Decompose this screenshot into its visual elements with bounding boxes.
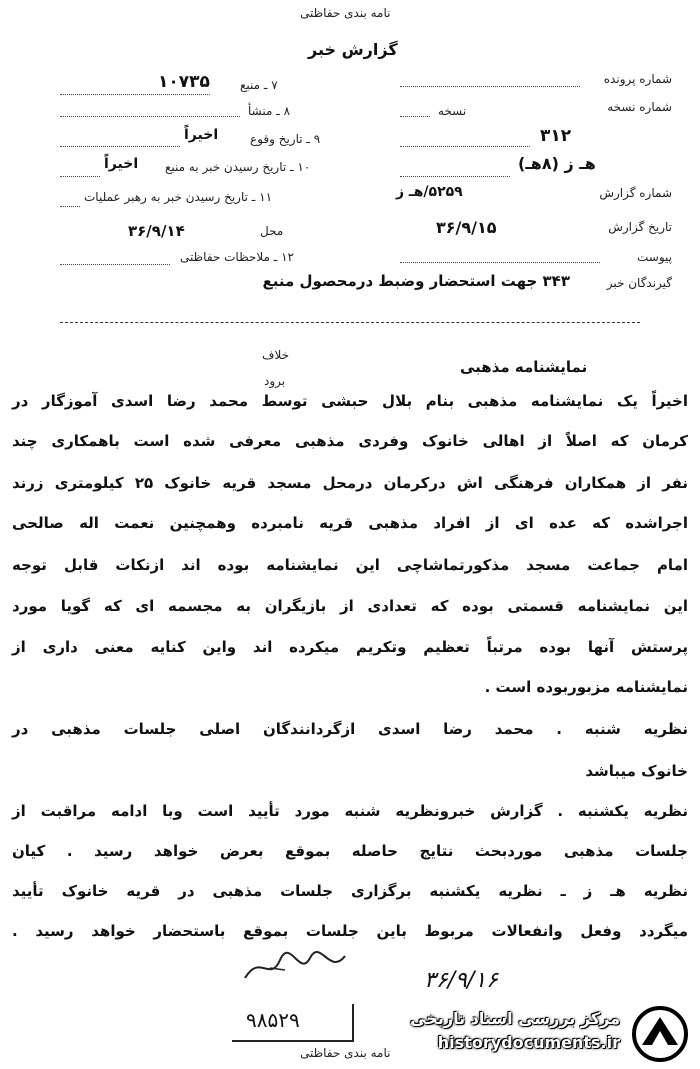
field-7-value: ۱۰۷۳۵ [158,72,210,92]
field-10-dots [60,176,100,177]
header-dept: نامه بندی حفاظتی [300,6,391,20]
field-9-value: اخیراً [184,127,219,143]
right-field-8-label: گیرندگان خبر [606,276,672,290]
bottom-dept: نامه بندی حفاظتی [300,1046,391,1060]
right-field-1: شماره پرونده [603,72,672,86]
right-field-4-dots [400,176,510,177]
right-field-8-value: ۳۴۳ جهت استحضار وضبط درمحصول منبع [262,272,570,290]
field-9-dots [60,146,180,147]
body-line: این نمایشنامه قسمتی بوده که تعدادی از بازیگران به مجسمه ای که گویا مورد [12,597,688,615]
field-8-dots [60,116,240,117]
side-note-2: برود [264,374,286,388]
field-8-label: ۸ ـ منشأ [248,104,291,118]
field-10-value: اخیراً [104,156,139,172]
body-line: کرمان که اصلاً از اهالی خانوک وفردی مذهبی معرفی شده است باهمکاری چند [12,432,688,450]
field-12-dots [60,264,170,265]
field-12-label: ۱۲ ـ ملاحظات حفاظتی [180,250,294,264]
header-title: گزارش خبر [308,40,398,59]
right-field-3-dots [400,146,530,147]
opinion-line: نظریه شنبه . محمد رضا اسدی ازگردانندگان اصلی جلسات مذهبی در [12,720,688,738]
subject-heading: نمایشنامه مذهبی [460,358,588,376]
right-field-7-label: پیوست [637,250,672,264]
right-field-3-value: ۳۱۲ [540,126,572,146]
field-7-label: ۷ ـ منبع [240,78,278,92]
watermark-line-1: مرکز بررسی اسناد تاریخی [410,1009,620,1028]
opinion-line: نظریه هـ ز ـ نظریه یکشنبه برگزاری جلسات مذهبی در قریه خانوک تأیید [12,882,688,900]
right-field-2-label: شماره نسخه [607,100,672,114]
body-line: نمایشنامه مزبوربوده است . [484,678,688,696]
body-line: امام جماعت مسجد مذکورتماشاچی این نمایشنامه بوده اند ازنکات قابل توجه [12,556,688,574]
body-line: پرستش آنها بوده مرتباً تعظیم وتکریم میکرده اند واین کنایه معنی داری از [12,638,688,656]
handwritten-date: ۳۶/۹/۱۶ [424,968,498,993]
right-field-5-value: ۵۲۵۹/هـ ز [396,184,463,200]
right-field-6-value: ۳۶/۹/۱۵ [436,218,497,237]
body-line: اجراشده که عده ای از افراد مذهبی قریه نامبرده وهمچنین نعمت اله صالحی [12,514,688,532]
right-field-6-label: تاریخ گزارش [608,220,672,234]
field-10-label: ۱۰ ـ تاریخ رسیدن خبر به منبع [165,160,311,174]
right-field-1-dots [400,86,580,87]
separator-line [60,322,640,323]
field-11-dots [60,206,80,207]
field-11-label: ۱۱ ـ تاریخ رسیدن خبر به رهبر عملیات [84,190,273,204]
opinion-line: خانوک میباشد [585,762,688,780]
body-line: اخیراً یک نمایشنامه مذهبی بنام بلال حبشی توسط محمد رضا اسدی آموزگار در [12,392,688,410]
right-field-7-dots [400,262,600,263]
right-field-5-label: شماره گزارش [599,186,672,200]
box-number: ۹۸۵۲۹ [246,1008,300,1032]
body-line: نفر از همکاران فرهنگی اش درکرمان درمحل مسجد قریه خانوک ۲۵ کیلومتری زرند [12,474,688,492]
field-7-dots [60,94,210,95]
watermark [396,1003,696,1065]
right-field-2-copy: نسخه [438,104,467,118]
watermark-logo-icon [630,1005,690,1063]
opinion-line: میگردد وفعل وانفعالات مربوط باین جلسات بموقع باستحضار خواهد رسید . [12,922,688,940]
side-note-1: خلاف [262,348,290,362]
watermark-line-2: historydocuments.ir [437,1033,620,1052]
opinion-line: جلسات مذهبی موردبحث نتایج حاصله بموقع بعرض خواهد رسید . کیان [12,842,688,860]
field-9-label: ۹ ـ تاریخ وقوع [250,132,321,146]
signature-scribble [240,948,350,988]
right-field-4-value: هـ ز (۸هـ) [518,154,596,173]
right-field-2-dots [400,116,430,117]
field-place-value: ۳۶/۹/۱۴ [128,222,185,240]
opinion-line: نظریه یکشنبه . گزارش خبرونظریه شنبه مورد تأیید است وبا ادامه مراقبت از [12,802,688,820]
field-place-label: محل [260,224,284,238]
